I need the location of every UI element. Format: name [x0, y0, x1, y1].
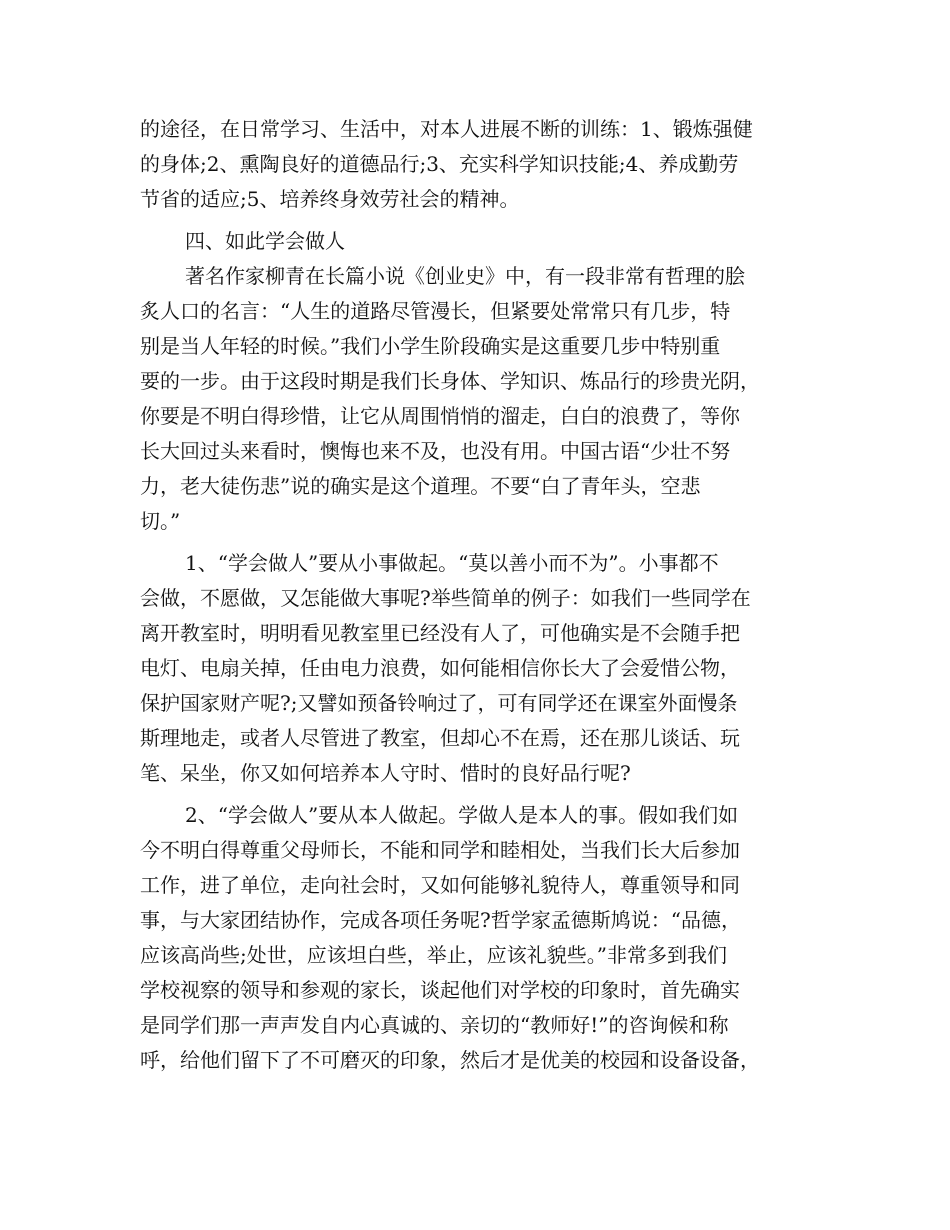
text-line: 是同学们那一声声发自内心真诚的、亲切的“教师好!”的咨询候和称: [140, 1013, 729, 1037]
text-line: 力，老大徒伤悲”说的确实是这个道理。不要“白了青年头，空悲: [140, 474, 701, 498]
text-line: 别是当人年轻的时候。”我们小学生阶段确实是这重要几步中特别重: [140, 334, 721, 358]
text-line: 笔、呆坐，你又如何培养本人守时、惜时的良好品行呢?: [140, 761, 631, 785]
text-line: 切。”: [140, 509, 181, 533]
text-line: 学校视察的领导和参观的家长，谈起他们对学校的印象时，首先确实: [140, 978, 740, 1002]
text-line: 著名作家柳青在长篇小说《创业史》中，有一段非常有哲理的脍: [185, 264, 745, 288]
text-line: 炙人口的名言：“人生的道路尽管漫长，但紧要处常常只有几步，特: [140, 299, 731, 323]
text-line: 呼，给他们留下了不可磨灭的印象，然后才是优美的校园和设备设备，: [140, 1048, 760, 1072]
section-heading: 四、如此学会做人: [185, 229, 345, 253]
text-line: 电灯、电扇关掉，任由电力浪费，如何能相信你长大了会爱惜公物，: [140, 656, 740, 680]
text-line: 节省的适应;5、培养终身效劳社会的精神。: [140, 187, 520, 211]
text-line: 的身体;2、熏陶良好的道德品行;3、充实科学知识技能;4、养成勤劳: [140, 152, 739, 176]
text-line: 1、“学会做人”要从小事做起。“莫以善小而不为”。小事都不: [185, 551, 719, 575]
text-line: 事，与大家团结协作，完成各项任务呢?哲学家孟德斯鸠说：“品德，: [140, 908, 741, 932]
text-line: 今不明白得尊重父母师长，不能和同学和睦相处，当我们长大后参加: [140, 838, 740, 862]
text-line: 离开教室时，明明看见教室里已经没有人了，可他确实是不会随手把: [140, 621, 740, 645]
text-line: 2、“学会做人”要从本人做起。学做人是本人的事。假如我们如: [185, 803, 739, 827]
text-line: 长大回过头来看时，懊悔也来不及，也没有用。中国古语“少壮不努: [140, 439, 731, 463]
text-line: 保护国家财产呢?;又譬如预备铃响过了，可有同学还在课室外面慢条: [140, 691, 738, 715]
text-line: 你要是不明白得珍惜，让它从周围悄悄的溜走，白白的浪费了，等你: [140, 404, 740, 428]
text-line: 要的一步。由于这段时期是我们长身体、学知识、炼品行的珍贵光阴，: [140, 369, 760, 393]
text-line: 应该高尚些;处世，应该坦白些，举止，应该礼貌些。”非常多到我们: [140, 943, 727, 967]
text-line: 会做，不愿做，又怎能做大事呢?举些简单的例子：如我们一些同学在: [140, 586, 751, 610]
text-line: 的途径，在日常学习、生活中，对本人进展不断的训练：1、锻炼强健: [140, 117, 753, 141]
text-line: 斯理地走，或者人尽管进了教室，但却心不在焉，还在那儿谈话、玩: [140, 726, 740, 750]
text-line: 工作，进了单位，走向社会时，又如何能够礼貌待人，尊重领导和同: [140, 873, 740, 897]
